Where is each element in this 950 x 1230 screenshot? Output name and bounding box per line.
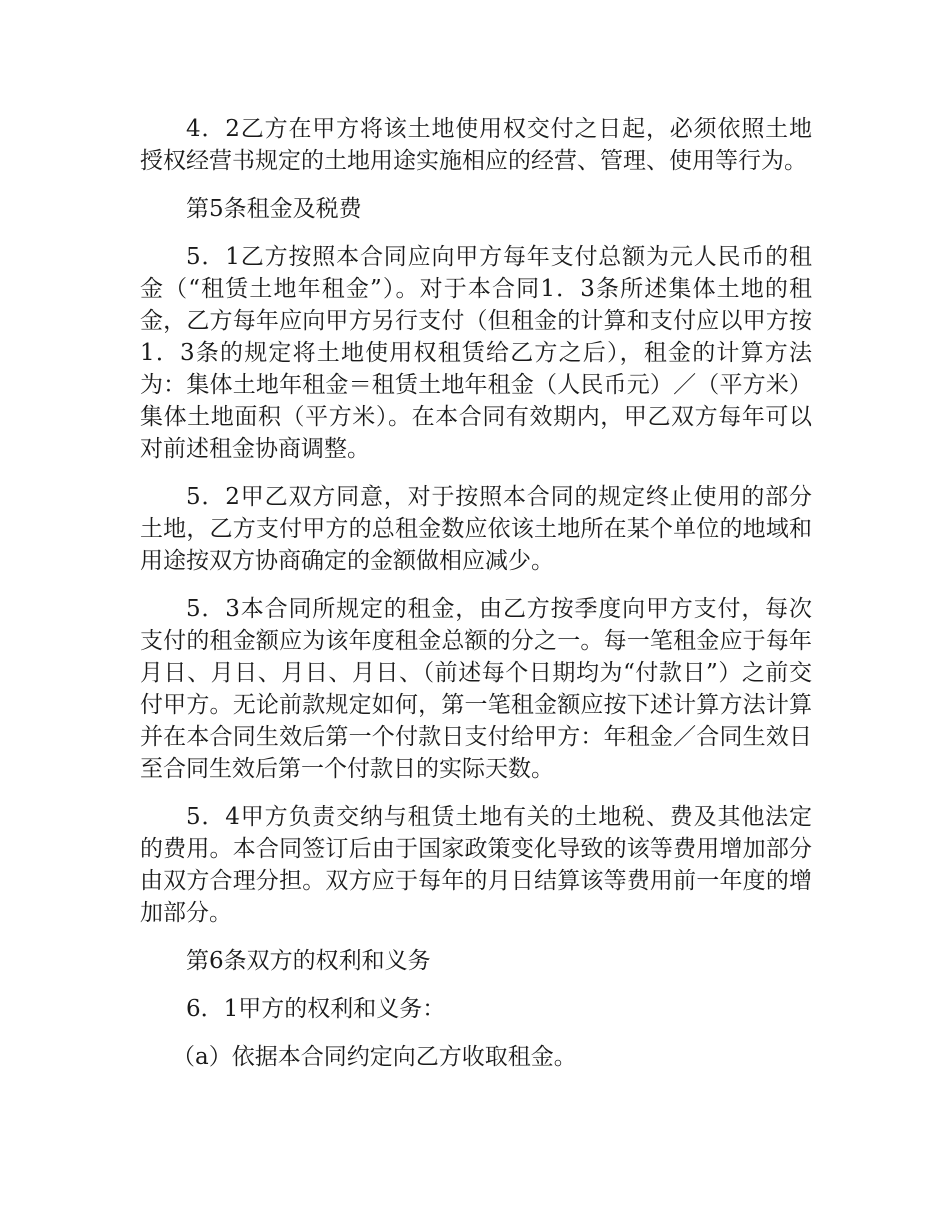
paragraph-5-1: 5．1乙方按照本合同应向甲方每年支付总额为元人民币的租金（“租赁土地年租金”）。对于本合同1．3条所述集体土地的租金，乙方每年应向甲方另行支付（但租金的计算和支付应以甲方按1．3条的规定将土地使用权租赁给乙方之后），租金的计算方法为：集体土地年租金＝租赁土地年租金（人民币元）／（平方米）集体土地面积（平方米）。在本合同有效期内，甲乙双方每年可以对前述租金协商调整。 — [140, 244, 812, 462]
paragraph-4-2: 4．2乙方在甲方将该土地使用权交付之日起，必须依照土地授权经营书规定的土地用途实施相应的经营、管理、使用等行为。 — [140, 116, 812, 174]
subsection-heading-6-1: 6．1甲方的权利和义务： — [186, 996, 446, 1022]
document-body — [140, 113, 812, 1089]
section-heading-6: 第6条双方的权利和义务 — [186, 948, 431, 974]
paragraph-5-3: 5．3本合同所规定的租金，由乙方按季度向甲方支付，每次支付的租金额应为该年度租金总额的分之一。每一笔租金应于每年月日、月日、月日、月日、（前述每个日期均为“付款日”）之前交付甲方。无论前款规定如何，第一笔租金额应按下述计算方法计算并在本合同生效后第一个付款日支付给甲方：年租金／合同生效日至合同生效后第一个付款日的实际天数。 — [140, 596, 812, 782]
section-heading-5: 第5条租金及税费 — [186, 196, 362, 222]
list-item-a: （a）依据本合同约定向乙方收取租金。 — [172, 1044, 577, 1070]
paragraph-5-2: 5．2甲乙双方同意，对于按照本合同的规定终止使用的部分土地，乙方支付甲方的总租金数应依该土地所在某个单位的地域和用途按双方协商确定的金额做相应减少。 — [140, 484, 812, 574]
paragraph-5-4: 5．4甲方负责交纳与租赁土地有关的土地税、费及其他法定的费用。本合同签订后由于国家政策变化导致的该等费用增加部分由双方合理分担。双方应于每年的月日结算该等费用前一年度的增加部分。 — [140, 804, 812, 926]
